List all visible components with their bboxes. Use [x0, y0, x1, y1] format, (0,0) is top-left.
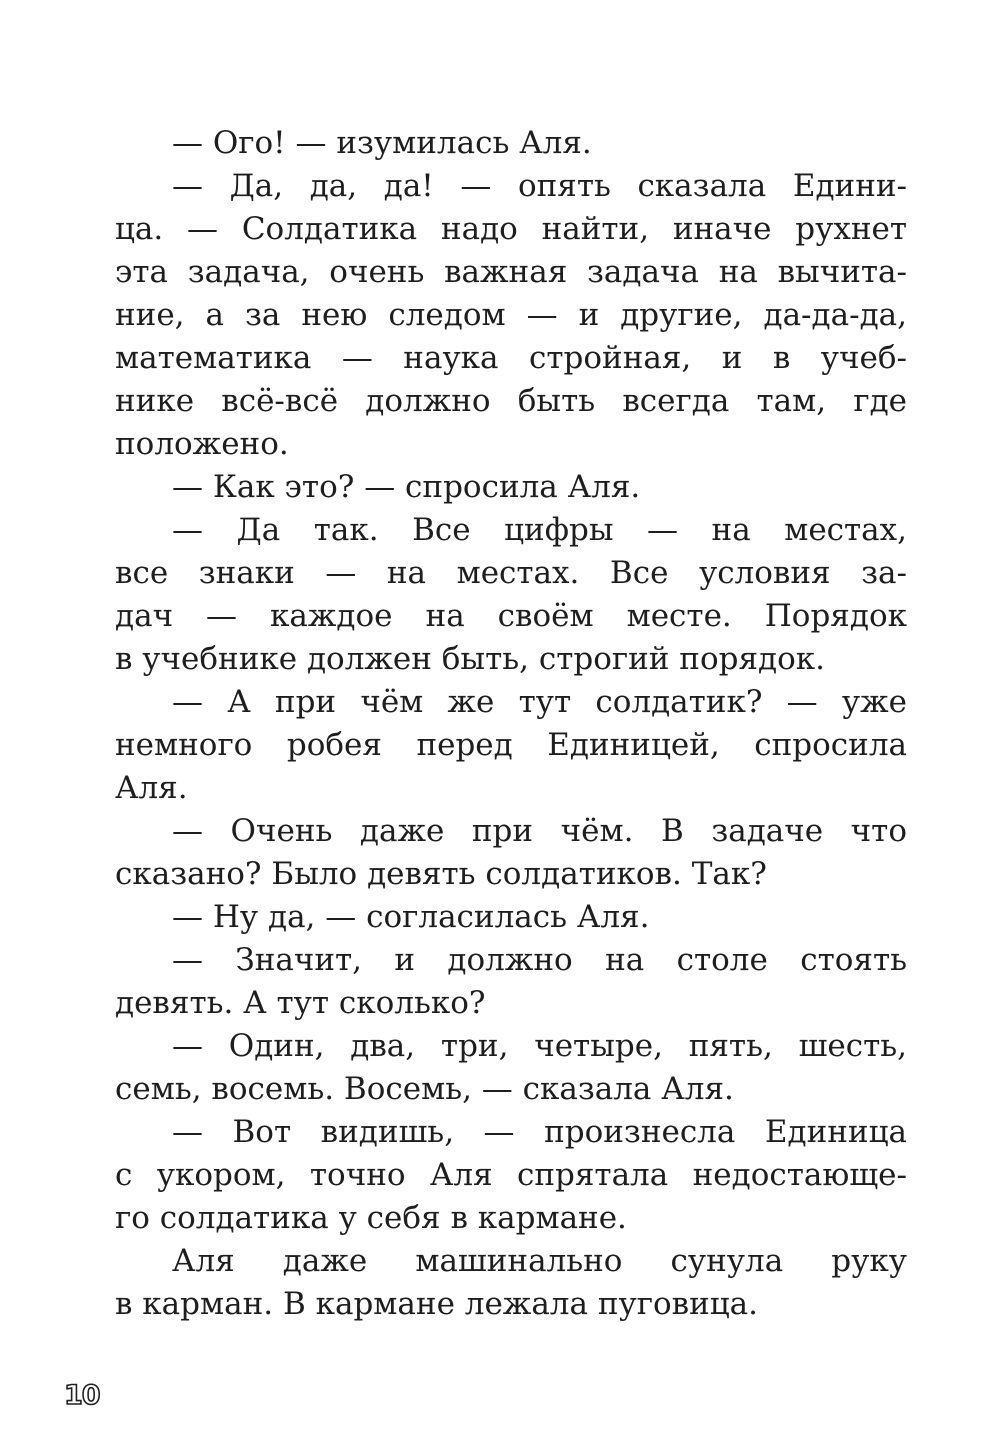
- text-line: девять. А тут сколько?: [115, 985, 486, 1021]
- text-line: — Вот видишь, — произнесла Единица: [172, 1114, 907, 1150]
- text-line: все знаки — на местах. Все условия за-: [115, 555, 907, 591]
- text-line: — Да, да, да! — опять сказала Едини-: [172, 168, 907, 204]
- text-line: Аля даже машинально сунула руку: [172, 1243, 907, 1279]
- text-line: — Ну да, — согласилась Аля.: [172, 899, 650, 935]
- text-line: сказано? Было девять солдатиков. Так?: [115, 856, 767, 892]
- text-line: — Один, два, три, четыре, пять, шесть,: [172, 1028, 907, 1064]
- text-line: нике всё-всё должно быть всегда там, где: [115, 383, 907, 419]
- text-line: ца. — Солдатика надо найти, иначе рухнет: [115, 211, 907, 247]
- text-line: — Да так. Все цифры — на местах,: [172, 512, 907, 548]
- text-line: положено.: [115, 426, 289, 462]
- page-number: 10: [64, 1380, 100, 1411]
- text-line: эта задача, очень важная задача на вычита-: [115, 254, 907, 290]
- text-line: Аля.: [115, 770, 188, 806]
- text-line: — А при чём же тут солдатик? — уже: [172, 684, 907, 720]
- text-line: в учебнике должен быть, строгий порядок.: [115, 641, 825, 677]
- text-line: семь, восемь. Восемь, — сказала Аля.: [115, 1071, 734, 1107]
- text-line: — Ого! — изумилась Аля.: [172, 125, 592, 161]
- body-text: [115, 122, 907, 1326]
- text-line: — Как это? — спросила Аля.: [172, 469, 641, 505]
- text-line: ние, а за нею следом — и другие, да-да-да,: [115, 297, 907, 333]
- text-line: дач — каждое на своём месте. Порядок: [115, 598, 907, 634]
- text-line: математика — наука стройная, и в учеб-: [115, 340, 907, 376]
- text-line: — Очень даже при чём. В задаче что: [172, 813, 907, 849]
- text-line: — Значит, и должно на столе стоять: [172, 942, 907, 978]
- text-line: в карман. В кармане лежала пуговица.: [115, 1286, 759, 1322]
- text-line: го солдатика у себя в кармане.: [115, 1200, 627, 1236]
- text-line: с укором, точно Аля спрятала недостающе-: [115, 1157, 907, 1193]
- text-line: немного робея перед Единицей, спросила: [115, 727, 907, 763]
